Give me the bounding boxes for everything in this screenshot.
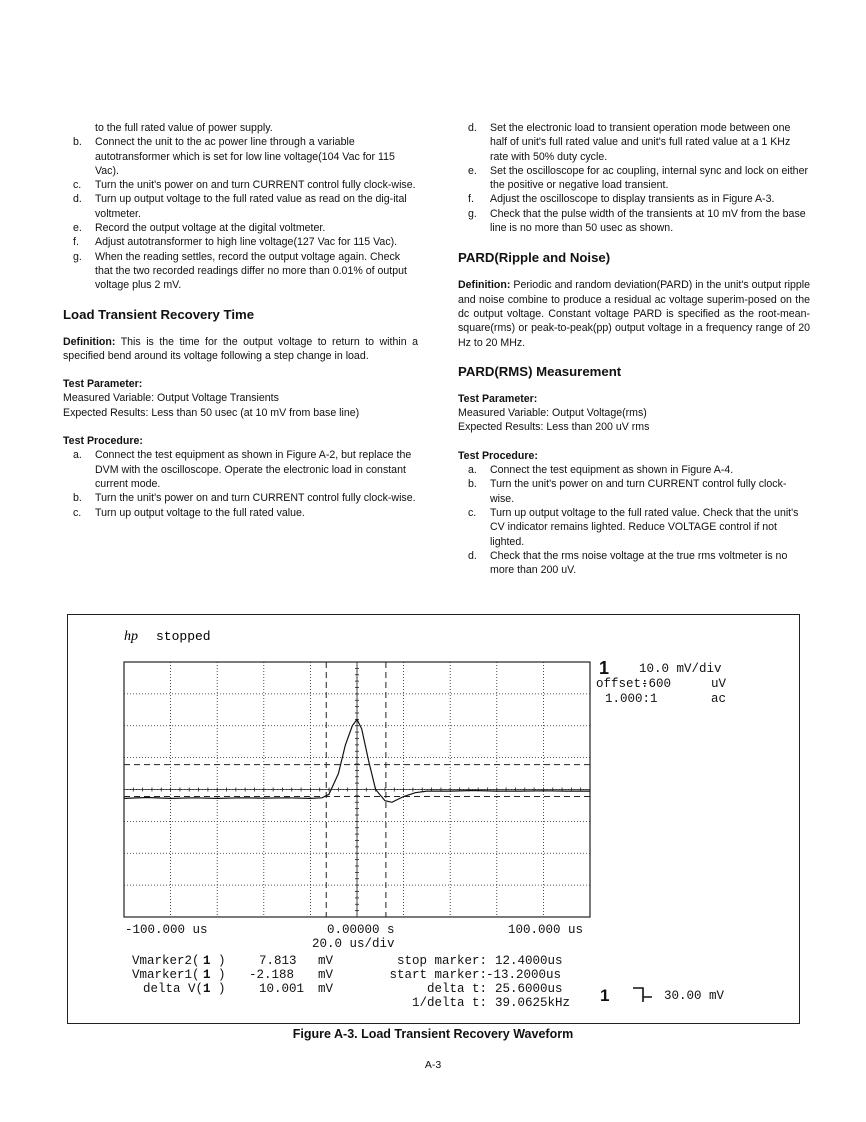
item-label: c.: [73, 179, 82, 192]
trigger-channel: 1: [600, 986, 610, 1005]
hp-logo: hp: [124, 629, 138, 644]
left-procedure-list: [63, 448, 418, 519]
test-procedure-label: Test Procedure:: [458, 449, 538, 462]
expected-results: Expected Results: Less than 50 usec (at 10 mV from base line): [63, 406, 360, 419]
page-number: A-3: [424, 1059, 442, 1071]
vmarker2-close: ): [218, 954, 226, 968]
vmarker1-label: Vmarker1(: [132, 968, 200, 982]
vmarker2-unit: mV: [318, 954, 334, 968]
intro-text: to the full rated value of power supply.: [95, 122, 273, 134]
list-item: [63, 506, 418, 520]
delta-t-value: 25.6000us: [495, 982, 563, 996]
test-procedure-label: Test Procedure:: [63, 435, 143, 448]
time-per-div: 20.0 us/div: [312, 937, 395, 951]
definition-label: Definition:: [458, 279, 511, 292]
item-text: Adjust the oscilloscope to display transients as in Figure A-3.: [490, 193, 775, 206]
item-label: e.: [468, 164, 477, 177]
figure-caption: Figure A-3. Load Transient Recovery Waveform: [292, 1027, 574, 1041]
item-label: b.: [468, 478, 477, 491]
vmarker1-channel: 1: [203, 968, 211, 982]
deltav-close: ): [218, 982, 226, 996]
inv-delta-t-value: 39.0625kHz: [495, 996, 571, 1010]
measured-variable: Measured Variable: Output Voltage(rms): [458, 407, 647, 420]
item-text: Check that the pulse width of the transients at 10 mV from the base line is no more than 50 usec as shown.: [490, 207, 806, 235]
right-intro-list: [458, 121, 810, 235]
item-text: When the reading settles, record the output voltage again. Check that the two recorded readings differ no more than 0.01% of output voltage plus 2 mV.: [95, 250, 407, 292]
right-procedure-list: [458, 463, 810, 577]
inv-delta-t-label: 1/delta t:: [411, 996, 487, 1010]
vmarker1-close: ): [218, 968, 226, 982]
offset-unit: uV: [711, 677, 727, 691]
vmarker1-unit: mV: [318, 968, 334, 982]
offset-label: offset:: [596, 677, 649, 691]
graticule: [124, 662, 590, 917]
item-label: g.: [73, 250, 82, 263]
list-item: [63, 235, 418, 249]
scale-text: 10.0 mV/div: [639, 662, 722, 676]
list-item: [458, 192, 810, 206]
item-text: Turn up output voltage to the full rated value.: [95, 506, 305, 519]
stop-marker-label: stop marker:: [396, 954, 487, 968]
item-label: f.: [468, 193, 474, 206]
item-label: c.: [468, 506, 477, 519]
probe-ratio: 1.000:1: [605, 692, 658, 706]
item-label: g.: [468, 207, 477, 220]
list-item: [63, 491, 418, 505]
item-text: Check that the rms noise voltage at the true rms voltmeter is no more than 200 uV.: [490, 549, 788, 577]
vmarker2-value: 7.813: [259, 954, 297, 968]
test-parameter-label: Test Parameter:: [63, 378, 143, 391]
trigger-slope-icon: [633, 988, 652, 1002]
heading-pard-rms: PARD(RMS) Measurement: [458, 363, 622, 379]
definition-text: This is the time for the output voltage to return to within a specified bend around its voltage following a step change in load.: [63, 335, 418, 362]
vmarker2-channel: 1: [203, 954, 211, 968]
definition-pard: [458, 278, 810, 349]
list-item: [63, 178, 418, 192]
item-text: Connect the test equipment as shown in Figure A-2, but replace the DVM with the oscilloscope. Operate the electronic load in constant current mode.: [95, 449, 412, 490]
time-center-label: 0.00000 s: [327, 923, 395, 937]
item-text: Turn up output voltage to the full rated value. Check that the unit's CV indicator remains lighted. Reduce VOLTAGE control if not lighted.: [490, 506, 799, 548]
list-item: [63, 192, 418, 221]
item-label: a.: [468, 464, 477, 477]
list-item: [458, 121, 810, 164]
channel-number: 1: [599, 658, 610, 678]
deltav-label: delta V(: [143, 982, 204, 996]
list-item: [458, 549, 810, 578]
measured-variable: Measured Variable: Output Voltage Transients: [63, 392, 279, 405]
expected-results: Expected Results: Less than 200 uV rms: [458, 421, 650, 434]
vmarker2-label: Vmarker2(: [132, 954, 200, 968]
heading-pard: PARD(Ripple and Noise): [458, 250, 611, 266]
list-item: [458, 164, 810, 193]
item-label: d.: [468, 549, 477, 562]
status-text: stopped: [156, 629, 211, 644]
deltav-unit: mV: [318, 982, 334, 996]
list-item: [458, 207, 810, 236]
item-text: Turn the unit's power on and turn CURRENT control fully clock-wise.: [490, 478, 787, 505]
heading-load-transient: Load Transient Recovery Time: [63, 306, 255, 322]
definition-label: Definition:: [63, 335, 116, 348]
item-text: Connect the test equipment as shown in Figure A-4.: [490, 464, 734, 477]
start-marker-value: -13.2000us: [486, 968, 562, 982]
list-item: [458, 463, 810, 477]
item-text: Record the output voltage at the digital voltmeter.: [95, 222, 326, 235]
item-text: Set the oscilloscope for ac coupling, internal sync and lock on either the positive or negative load transient.: [490, 164, 808, 192]
item-label: d.: [468, 122, 477, 134]
left-column: [63, 121, 418, 520]
definition-text: Periodic and random deviation(PARD) in the unit's output ripple and noise combine to produce a residual ac voltage superim-posed on the dc output voltage. Constant voltage PARD is specified as the root-mean-square(rms) or peak-to-peak(pp) output voltage in a frequency range of 20 Hz to 20 MHz.: [458, 279, 810, 349]
start-marker-label: start marker:: [389, 968, 487, 982]
list-item: [63, 221, 418, 235]
time-left-label: -100.000 us: [125, 923, 208, 937]
scope-screen: [68, 615, 799, 1023]
item-text: Adjust autotransformer to high line voltage(127 Vac for 115 Vac).: [95, 236, 398, 249]
item-label: b.: [73, 136, 82, 149]
deltav-value: 10.001: [259, 982, 305, 996]
item-text: Connect the unit to the ac power line through a variable autotransformer which is set for low line voltage(104 Vac for 115 Vac).: [95, 136, 395, 177]
item-label: d.: [73, 193, 82, 206]
stop-marker-value: 12.4000us: [495, 954, 563, 968]
item-text: Turn the unit's power on and turn CURRENT control fully clock-wise.: [95, 179, 416, 192]
item-text: Turn the unit's power on and turn CURRENT control fully clock-wise.: [95, 492, 416, 505]
item-label: c.: [73, 506, 82, 519]
list-item: [63, 448, 418, 491]
list-item: [63, 250, 418, 293]
oscilloscope-figure: [67, 614, 800, 1024]
item-label: e.: [73, 222, 82, 235]
item-label: a.: [73, 449, 82, 462]
offset-value: -600: [641, 677, 672, 691]
trigger-level: 30.00 mV: [664, 989, 725, 1003]
item-label: f.: [73, 236, 79, 249]
time-right-label: 100.000 us: [508, 923, 584, 937]
item-label: b.: [73, 492, 82, 505]
left-intro-list: [63, 135, 418, 292]
right-column: [458, 121, 810, 577]
coupling: ac: [711, 692, 727, 706]
item-text: Turn up output voltage to the full rated value as read on the dig-ital voltmeter.: [95, 193, 407, 220]
test-parameter-label: Test Parameter:: [458, 392, 538, 405]
list-item: [458, 477, 810, 506]
delta-t-label: delta t:: [426, 982, 487, 996]
vmarker1-value: -2.188: [249, 968, 295, 982]
definition-load-transient: [63, 335, 418, 364]
item-text: Set the electronic load to transient operation mode between one half of unit's full rated value and unit's full rated value at a 1 KHz rate with 50% duty cycle.: [490, 122, 791, 163]
list-item: [458, 506, 810, 549]
list-item: [63, 135, 418, 178]
deltav-channel: 1: [203, 982, 211, 996]
